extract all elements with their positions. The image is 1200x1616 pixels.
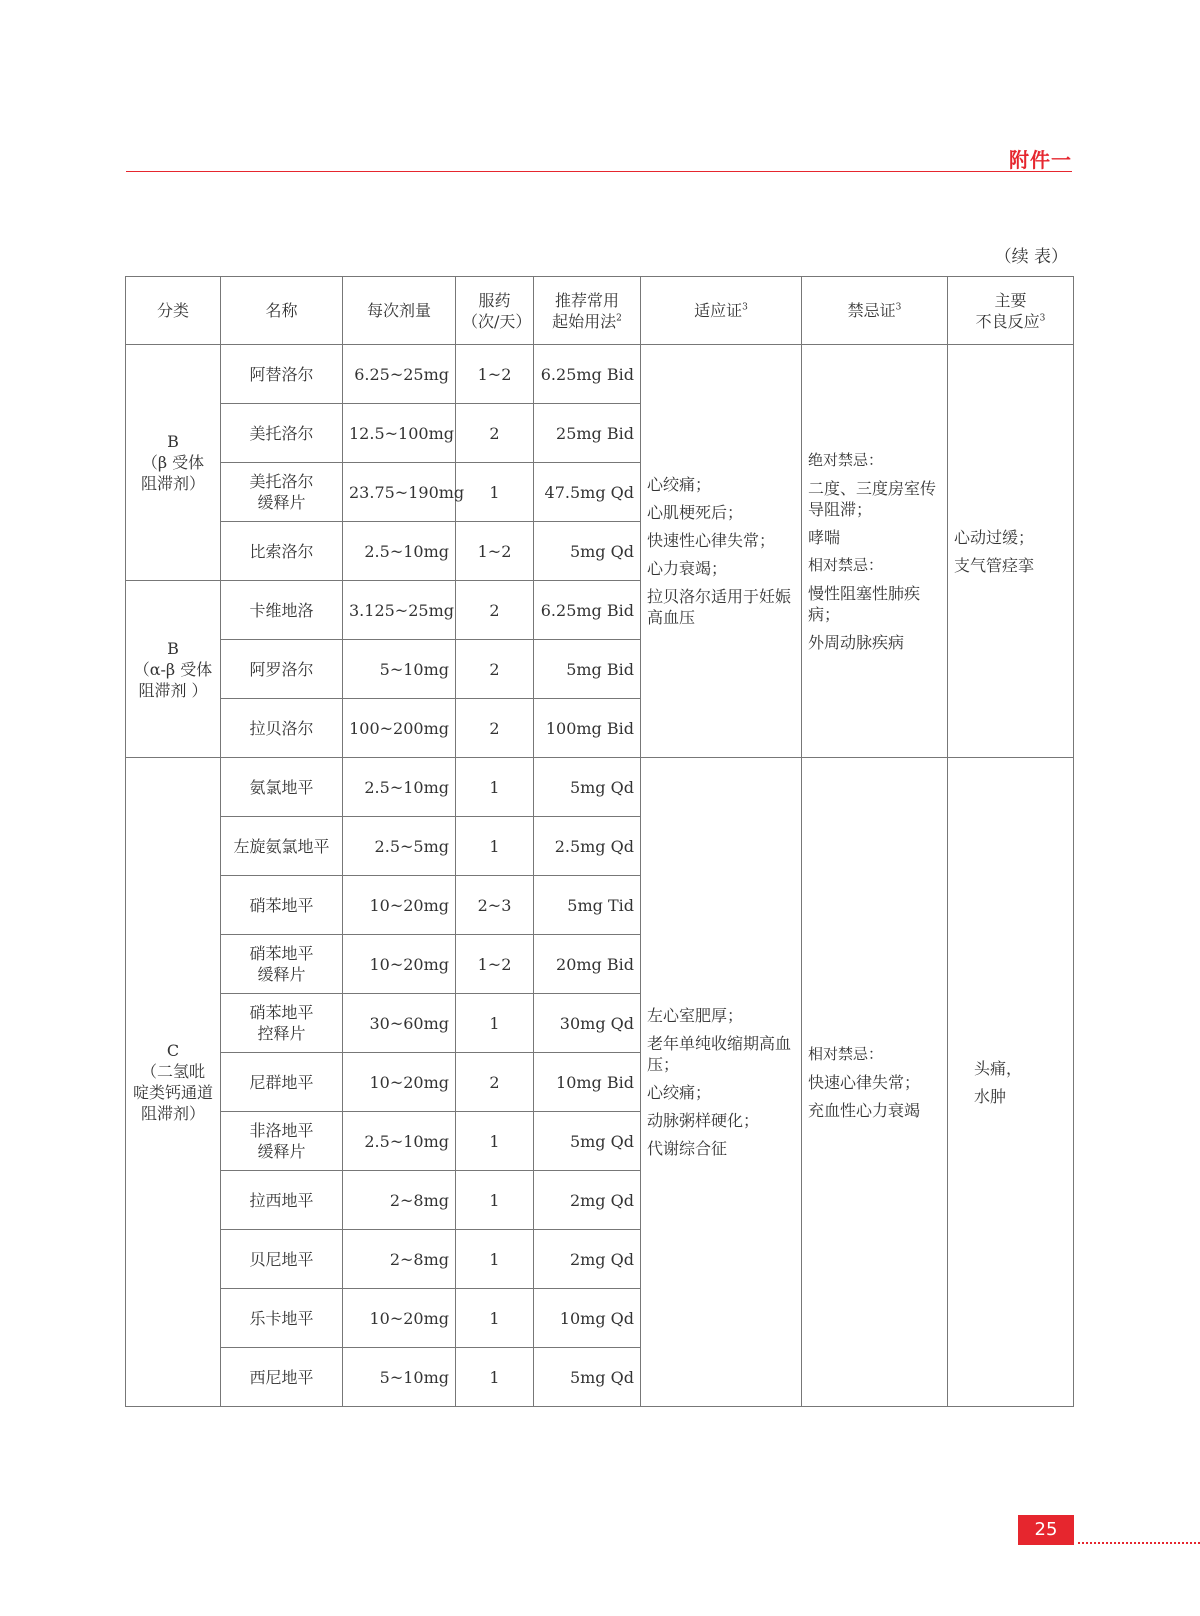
page-number-dotted-rule bbox=[1078, 1542, 1200, 1544]
drug-usage: 100mg Bid bbox=[534, 699, 641, 758]
drug-name: 硝苯地平 缓释片 bbox=[221, 935, 343, 994]
drug-dose: 10~20mg bbox=[343, 1289, 456, 1348]
drug-dose: 5~10mg bbox=[343, 1348, 456, 1407]
drug-frequency: 1~2 bbox=[456, 522, 534, 581]
drug-name: 贝尼地平 bbox=[221, 1230, 343, 1289]
col-header-adverse: 主要 不良反应$^3$ bbox=[948, 277, 1074, 345]
drug-frequency: 2 bbox=[456, 404, 534, 463]
drug-frequency: 2~3 bbox=[456, 876, 534, 935]
drug-name: 美托洛尔 缓释片 bbox=[221, 463, 343, 522]
drug-name: 比索洛尔 bbox=[221, 522, 343, 581]
drug-name: 阿罗洛尔 bbox=[221, 640, 343, 699]
drug-usage: 5mg Qd bbox=[534, 522, 641, 581]
col-header-usage: 推荐常用 起始用法$^2$ bbox=[534, 277, 641, 345]
drug-usage: 30mg Qd bbox=[534, 994, 641, 1053]
drug-dose: 10~20mg bbox=[343, 876, 456, 935]
category-cell-ccb: C （二氢吡 啶类钙通道 阻滞剂） bbox=[126, 758, 221, 1407]
drug-dose: 23.75~190mg bbox=[343, 463, 456, 522]
drug-frequency: 1 bbox=[456, 994, 534, 1053]
drug-dose: 3.125~25mg bbox=[343, 581, 456, 640]
drug-dose: 2.5~10mg bbox=[343, 522, 456, 581]
indication-cell-ccb: 左心室肥厚； 老年单纯收缩期高血压； 心绞痛； 动脉粥样硬化； 代谢综合征 bbox=[641, 758, 802, 1407]
drug-frequency: 2 bbox=[456, 640, 534, 699]
table-row bbox=[126, 345, 1074, 404]
drug-frequency: 1~2 bbox=[456, 345, 534, 404]
drug-usage: 2mg Qd bbox=[534, 1171, 641, 1230]
drug-usage: 5mg Tid bbox=[534, 876, 641, 935]
drug-frequency: 2 bbox=[456, 699, 534, 758]
drug-dose: 5~10mg bbox=[343, 640, 456, 699]
drug-frequency: 1 bbox=[456, 1289, 534, 1348]
drug-dose: 30~60mg bbox=[343, 994, 456, 1053]
drug-usage: 47.5mg Qd bbox=[534, 463, 641, 522]
table-header-row bbox=[126, 277, 1074, 345]
drug-dose: 10~20mg bbox=[343, 935, 456, 994]
drug-name: 尼群地平 bbox=[221, 1053, 343, 1112]
drug-dose: 100~200mg bbox=[343, 699, 456, 758]
drug-name: 拉西地平 bbox=[221, 1171, 343, 1230]
drug-usage: 5mg Qd bbox=[534, 758, 641, 817]
appendix-title: 附件一 bbox=[1009, 148, 1072, 172]
col-header-indication: 适应证$^3$ bbox=[641, 277, 802, 345]
drug-frequency: 1 bbox=[456, 758, 534, 817]
drug-name: 乐卡地平 bbox=[221, 1289, 343, 1348]
drug-name: 非洛地平 缓释片 bbox=[221, 1112, 343, 1171]
drug-usage: 5mg Qd bbox=[534, 1112, 641, 1171]
drug-name: 西尼地平 bbox=[221, 1348, 343, 1407]
drug-dose: 2.5~10mg bbox=[343, 758, 456, 817]
drug-dose: 6.25~25mg bbox=[343, 345, 456, 404]
page-number: 25 bbox=[1018, 1515, 1074, 1545]
col-header-name: 名称 bbox=[221, 277, 343, 345]
col-header-contraindication: 禁忌证$^3$ bbox=[802, 277, 948, 345]
drug-frequency: 2 bbox=[456, 581, 534, 640]
drug-dose: 2.5~5mg bbox=[343, 817, 456, 876]
drug-usage: 6.25mg Bid bbox=[534, 345, 641, 404]
col-header-frequency: 服药 （次/天） bbox=[456, 277, 534, 345]
drug-frequency: 1 bbox=[456, 1348, 534, 1407]
medication-table bbox=[125, 276, 1074, 1407]
drug-name: 硝苯地平 bbox=[221, 876, 343, 935]
table-row bbox=[126, 758, 1074, 817]
drug-usage: 6.25mg Bid bbox=[534, 581, 641, 640]
drug-usage: 25mg Bid bbox=[534, 404, 641, 463]
drug-usage: 2mg Qd bbox=[534, 1230, 641, 1289]
drug-frequency: 1 bbox=[456, 1112, 534, 1171]
contraindication-cell-b: 绝对禁忌： 二度、三度房室传导阻滞； 哮喘 相对禁忌： 慢性阻塞性肺疾病； 外周动脉疾病 bbox=[802, 345, 948, 758]
adverse-cell-ccb: 头痛， 水肿 bbox=[948, 758, 1074, 1407]
drug-usage: 10mg Bid bbox=[534, 1053, 641, 1112]
drug-frequency: 1~2 bbox=[456, 935, 534, 994]
category-cell-alpha-beta: B （α-β 受体 阻滞剂 ） bbox=[126, 581, 221, 758]
drug-frequency: 1 bbox=[456, 1171, 534, 1230]
drug-name: 拉贝洛尔 bbox=[221, 699, 343, 758]
drug-frequency: 1 bbox=[456, 1230, 534, 1289]
drug-name: 硝苯地平 控释片 bbox=[221, 994, 343, 1053]
drug-dose: 2.5~10mg bbox=[343, 1112, 456, 1171]
drug-dose: 12.5~100mg bbox=[343, 404, 456, 463]
drug-frequency: 1 bbox=[456, 817, 534, 876]
drug-dose: 10~20mg bbox=[343, 1053, 456, 1112]
header-divider bbox=[126, 171, 1072, 172]
drug-usage: 5mg Qd bbox=[534, 1348, 641, 1407]
drug-frequency: 2 bbox=[456, 1053, 534, 1112]
indication-cell-b: 心绞痛； 心肌梗死后； 快速性心律失常； 心力衰竭； 拉贝洛尔适用于妊娠高血压 bbox=[641, 345, 802, 758]
category-cell-beta: B （β 受体 阻滞剂） bbox=[126, 345, 221, 581]
drug-usage: 2.5mg Qd bbox=[534, 817, 641, 876]
adverse-cell-b: 心动过缓； 支气管痉挛 bbox=[948, 345, 1074, 758]
drug-usage: 20mg Bid bbox=[534, 935, 641, 994]
drug-name: 左旋氨氯地平 bbox=[221, 817, 343, 876]
drug-name: 卡维地洛 bbox=[221, 581, 343, 640]
col-header-dose: 每次剂量 bbox=[343, 277, 456, 345]
drug-usage: 5mg Bid bbox=[534, 640, 641, 699]
table-continued-note: （续 表） bbox=[994, 247, 1068, 267]
drug-frequency: 1 bbox=[456, 463, 534, 522]
drug-name: 氨氯地平 bbox=[221, 758, 343, 817]
drug-name: 阿替洛尔 bbox=[221, 345, 343, 404]
drug-dose: 2~8mg bbox=[343, 1230, 456, 1289]
col-header-category: 分类 bbox=[126, 277, 221, 345]
drug-usage: 10mg Qd bbox=[534, 1289, 641, 1348]
drug-dose: 2~8mg bbox=[343, 1171, 456, 1230]
drug-name: 美托洛尔 bbox=[221, 404, 343, 463]
contraindication-cell-ccb: 相对禁忌： 快速心律失常； 充血性心力衰竭 bbox=[802, 758, 948, 1407]
